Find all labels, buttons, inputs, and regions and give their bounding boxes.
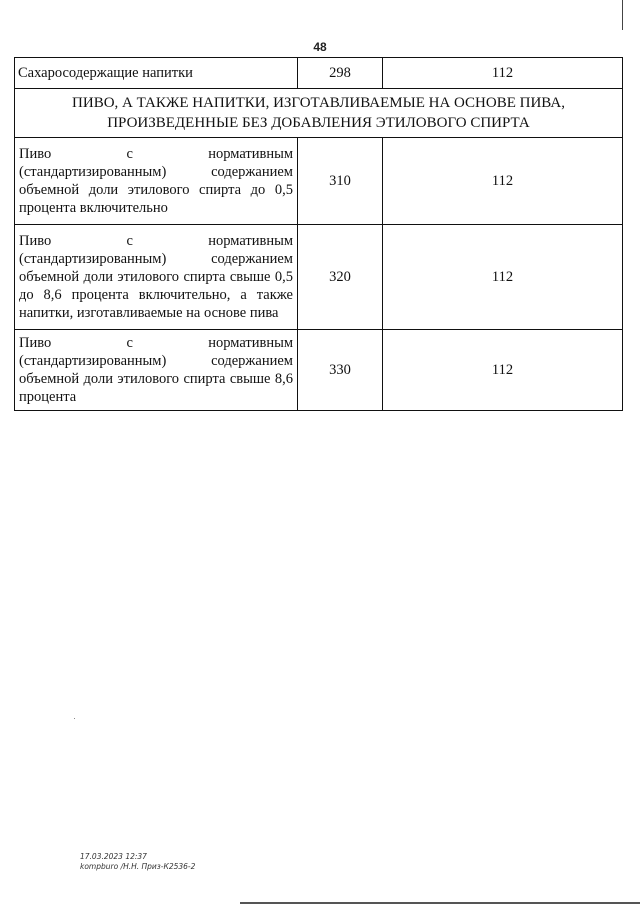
scan-speck bbox=[74, 718, 75, 719]
print-reference: kompburo /Н.Н. Приз-К2536-2 bbox=[80, 862, 196, 871]
excise-rate-table bbox=[14, 57, 623, 411]
row-description: Сахаросодержащие напитки bbox=[15, 58, 298, 89]
row-value: 112 bbox=[383, 58, 623, 89]
scan-edge-mark bbox=[240, 902, 640, 904]
table-row bbox=[15, 138, 623, 225]
row-code: 330 bbox=[298, 330, 383, 411]
row-code: 298 bbox=[298, 58, 383, 89]
section-heading-line: ПРОИЗВЕДЕННЫЕ БЕЗ ДОБАВЛЕНИЯ ЭТИЛОВОГО СПИРТА bbox=[107, 115, 530, 131]
row-description: Пиво с нормативным (стандартизированным) содержанием объемной доли этилового спирта свыше 8,6 процента bbox=[15, 330, 298, 411]
scan-edge-mark bbox=[622, 0, 623, 30]
section-heading-row bbox=[15, 89, 623, 138]
table-row bbox=[15, 58, 623, 89]
row-description: Пиво с нормативным (стандартизированным) содержанием объемной доли этилового спирта свыше 0,5 до 8,6 процента включительно, а также напитки, изготавливаемые на основе пива bbox=[15, 225, 298, 330]
table-row bbox=[15, 225, 623, 330]
section-heading-line: ПИВО, А ТАКЖЕ НАПИТКИ, ИЗГОТАВЛИВАЕМЫЕ НА ОСНОВЕ ПИВА, bbox=[72, 95, 565, 111]
row-code: 310 bbox=[298, 138, 383, 225]
row-value: 112 bbox=[383, 225, 623, 330]
row-value: 112 bbox=[383, 138, 623, 225]
print-timestamp: 17.03.2023 12:37 bbox=[80, 852, 147, 861]
table-row bbox=[15, 330, 623, 411]
row-description: Пиво с нормативным (стандартизированным) содержанием объемной доли этилового спирта до 0,5 процента включительно bbox=[15, 138, 298, 225]
row-code: 320 bbox=[298, 225, 383, 330]
section-heading bbox=[15, 89, 623, 138]
row-value: 112 bbox=[383, 330, 623, 411]
page-number: 48 bbox=[313, 40, 327, 54]
print-stamp bbox=[80, 852, 195, 872]
